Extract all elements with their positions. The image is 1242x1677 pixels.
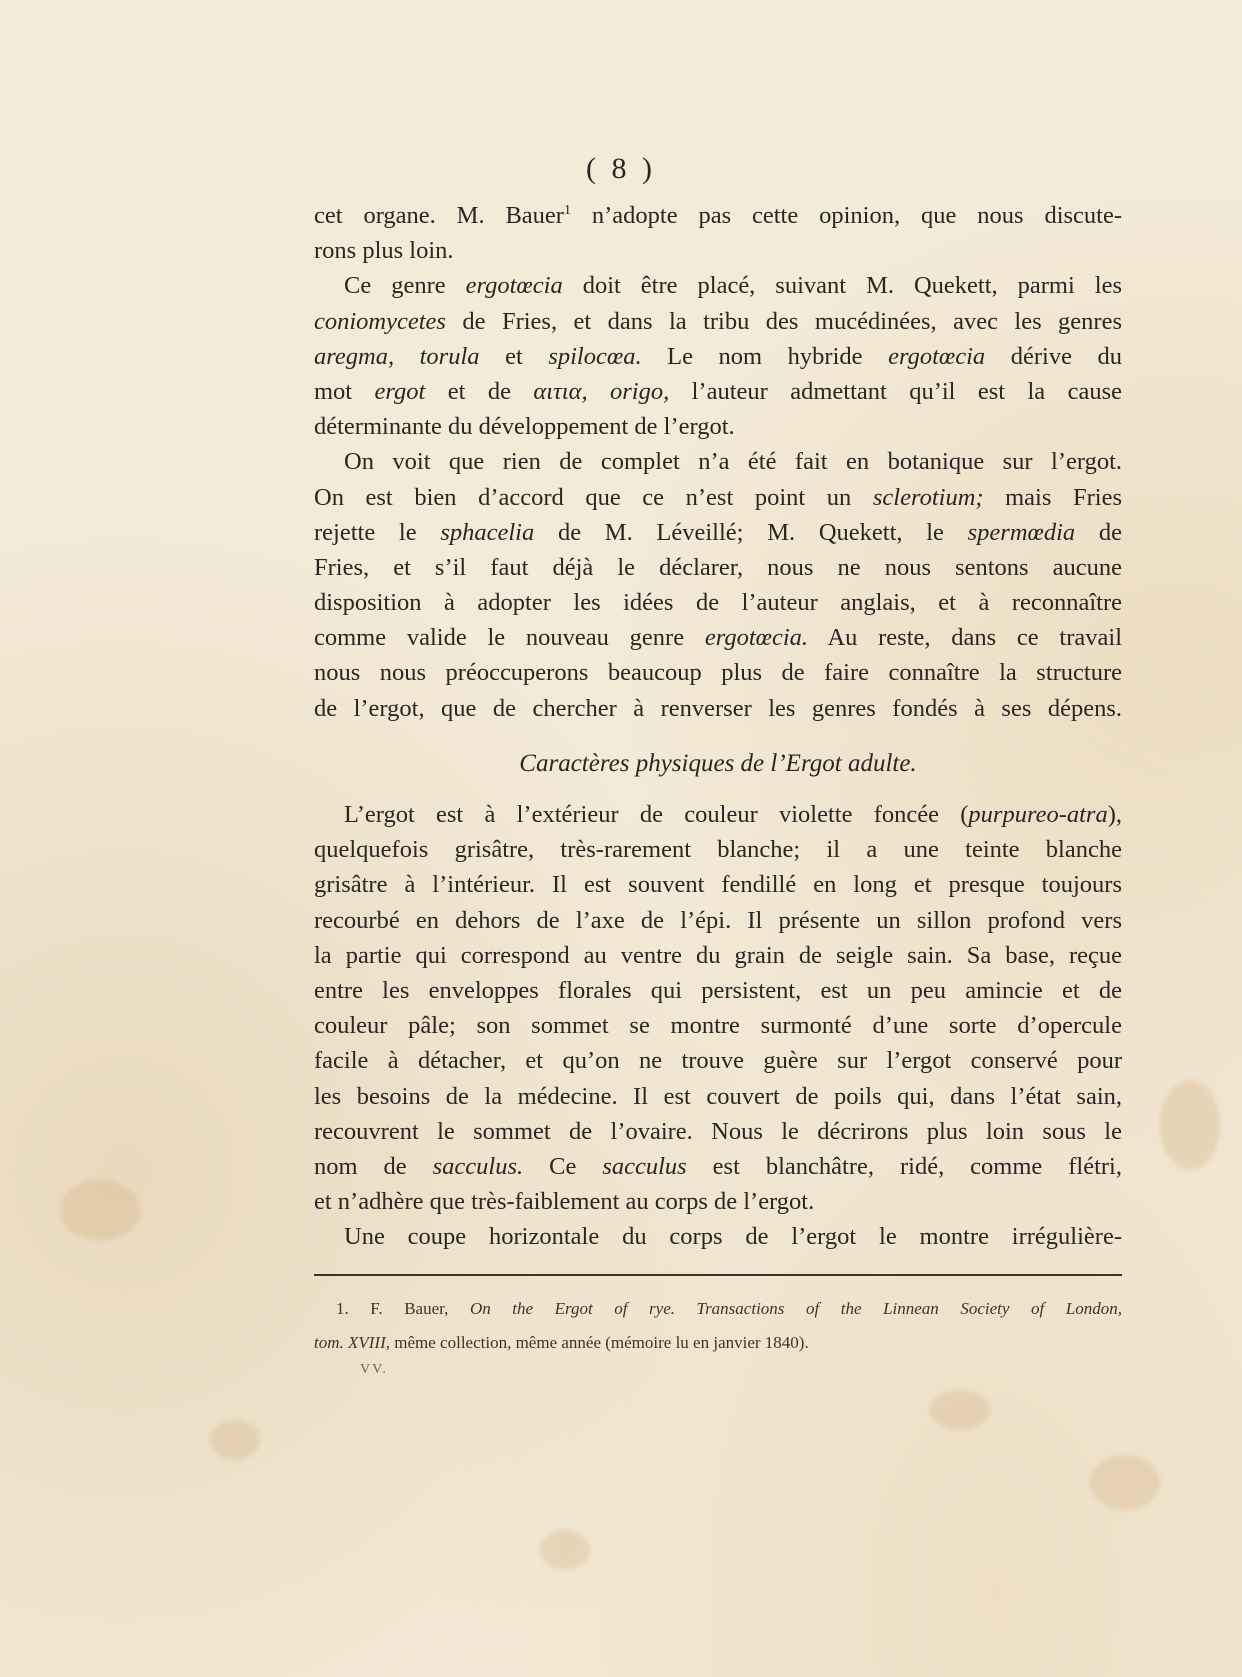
text-line: mot ergot et de αιτια, origo, l’auteur admettant qu’il est la cause [314,377,1122,405]
text-line: grisâtre à l’intérieur. Il est souvent fendillé en long et presque toujours [314,871,1122,899]
text-line: On voit que rien de complet n’a été fait en botanique sur l’ergot. [344,448,1122,476]
paper-stain [210,1420,260,1460]
text-line: de l’ergot, que de chercher à renverser les genres fondés à ses dépens. [314,694,1122,722]
text-line: recourbé en dehors de l’axe de l’épi. Il présente un sillon profond vers [314,906,1122,934]
text-line: coniomycetes de Fries, et dans la tribu des mucédinées, avec les genres [314,307,1122,335]
paper-stain [540,1530,590,1570]
text-line: la partie qui correspond au ventre du grain de seigle sain. Sa base, reçue [314,941,1122,969]
footnote-rule [314,1274,1122,1276]
paper-stain [60,1180,140,1240]
paper-stain [930,1390,990,1430]
footnote-line: 1. F. Bauer, On the Ergot of rye. Transactions of the Linnean Society of London, [336,1299,1122,1318]
text-line: nom de sacculus. Ce sacculus est blanchâtre, ridé, comme flétri, [314,1152,1122,1180]
text-line: quelquefois grisâtre, très-rarement blanche; il a une teinte blanche [314,836,1122,864]
footnote [314,1292,1122,1360]
text-line: couleur pâle; son sommet se montre surmonté d’une sorte d’opercule [314,1012,1122,1040]
text-line: aregma, torula et spilocœa. Le nom hybride ergotœcia dérive du [314,342,1123,370]
page-number: ( 8 ) [586,152,656,185]
text-line: L’ergot est à l’extérieur de couleur violette foncée (purpureo-atra), [344,801,1122,828]
text-line: déterminante du développement de l’ergot. [314,413,735,441]
text-line: recouvrent le sommet de l’ovaire. Nous le décrirons plus loin sous le [314,1117,1122,1145]
text-line: et n’adhère que très-faiblement au corps de l’ergot. [314,1188,815,1216]
text-line: comme valide le nouveau genre ergotœcia. Au reste, dans ce travail [314,624,1123,652]
text-line: rons plus loin. [314,237,454,265]
body-text [314,198,1122,1254]
text-line: On est bien d’accord que ce n’est point un sclerotium; mais Fries [314,483,1122,511]
text-line: Ce genre ergotœcia doit être placé, suivant M. Quekett, parmi les [344,272,1122,300]
text-line: nous nous préoccuperons beaucoup plus de faire connaître la structure [314,659,1122,687]
text-line: entre les enveloppes florales qui persistent, est un peu amincie et de [314,976,1122,1004]
text-line: les besoins de la médecine. Il est couvert de poils qui, dans l’état sain, [314,1082,1122,1110]
footnote-line: tom. XVIII, même collection, même année (mémoire lu en janvier 1840). [314,1333,809,1352]
text-line: rejette le sphacelia de M. Léveillé; M. Quekett, le spermœdia de [314,518,1123,546]
text-line: facile à détacher, et qu’on ne trouve guère sur l’ergot conservé pour [314,1047,1122,1075]
paper-stain [1160,1080,1220,1170]
text-line: cet organe. M. Bauer$^1$ n’adopte pas cette opinion, que nous discute- [314,202,1122,229]
text-line: Fries, et s’il faut déjà le déclarer, nous ne nous sentons aucune [314,553,1122,581]
signature-mark: VV. [360,1362,388,1377]
section-heading: Caractères physiques de l’Ergot adulte. [519,749,917,777]
paper-stain [1090,1455,1160,1510]
text-line: Une coupe horizontale du corps de l’ergot le montre irrégulière- [344,1223,1122,1251]
text-line: disposition à adopter les idées de l’auteur anglais, et à reconnaître [314,589,1122,617]
